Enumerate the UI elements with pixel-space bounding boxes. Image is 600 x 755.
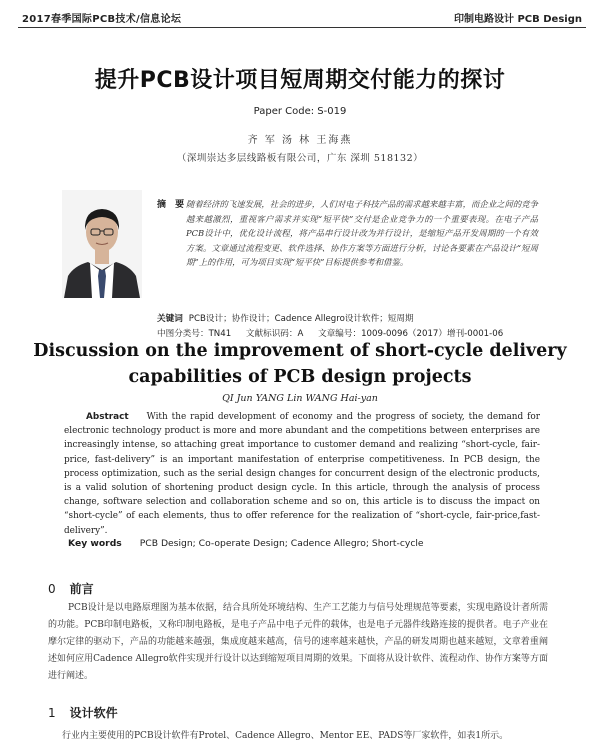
- keywords-label-english: Key words: [68, 538, 122, 549]
- abstract-chinese: 随着经济的飞速发展，社会的进步，人们对电子科技产品的需求越来越丰富，而企业之间的竞争越来越激烈，重视客户需求并实现“短平快”交付是企业竞争力的一个重要表现。在电子产品PCB设计中，优化设计流程，将产品串行设计改为并行设计，是缩短产品开发周期的一个有效方案。文章通过流程变更、软件选择、协作方案等方面进行分析，讨论各要素在产品设计“短周期”上的作用，可为项目实现“短平快”目标提供参考和借鉴。: [186, 199, 538, 268]
- title-english: Discussion on the improvement of short-cycle delivery capabilities of PCB design projects: [33, 341, 567, 387]
- keywords-chinese: [157, 312, 414, 324]
- keywords-text-english: PCB Design; Co-operate Design; Cadence Allegro; Short-cycle: [139, 538, 424, 549]
- section-title: 设计软件: [69, 706, 118, 720]
- affiliation-chinese: （深圳崇达多层线路板有限公司，广东 深圳 518132）: [176, 153, 424, 164]
- section-body-design-software: 行业内主要使用的PCB设计软件有Protel、Cadence Allegro、Mentor EE、PADS等厂家软件，如表1所示。: [62, 731, 509, 741]
- section-number: 0: [48, 582, 56, 596]
- author-photo: [62, 190, 142, 298]
- document-code: 文献标识码：A: [245, 329, 304, 339]
- section-heading-design-software: [48, 704, 118, 721]
- keywords-label-chinese: 关键词: [157, 314, 183, 324]
- authors-english: QI Jun YANG Lin WANG Hai-yan: [222, 393, 378, 404]
- authors-chinese: 齐 军 汤 林 王海燕: [247, 135, 353, 146]
- header-rule: [18, 27, 586, 28]
- header-section-name: 印制电路设计 PCB Design: [454, 14, 582, 25]
- keywords-english: [68, 538, 424, 549]
- abstract-text-english: With the rapid development of economy and the progress of society, the demand for electronic technology product is more and more abundant and the competitions between enterprises are increasingly intense, so attaching great importance to customer demand and realizing “short-cycle, fair-price, fast-delivery” is an important manifestation of enterprise competitiveness. In PCB design, the process optimization, such as the serial design changes for concurrent design of the electronic products, is a valid solution of shortening product design cycle. In this article, through the analysis of process change, software selection and collaboration scheme and so on, this article is to discuss the impact on “short-cycle” of each elements, thus to offer reference for the realization of “short-cycle, fair-price,fast-delivery”.: [64, 412, 540, 536]
- paper-code: Paper Code: S-019: [253, 106, 347, 117]
- keywords-text-chinese: PCB设计；协作设计；Cadence Allegro设计软件；短周期: [188, 314, 414, 324]
- running-header: [22, 10, 582, 24]
- author-portrait-graphic: [62, 190, 142, 298]
- section-number: 1: [48, 706, 56, 720]
- title-chinese: 提升PCB设计项目短周期交付能力的探讨: [94, 68, 506, 93]
- abstract-label-english: Abstract: [86, 412, 129, 422]
- section-heading-introduction: [48, 580, 94, 597]
- section-title: 前言: [69, 582, 94, 596]
- abstract-english: [64, 410, 540, 538]
- header-forum-name: 2017春季国际PCB技术/信息论坛: [22, 14, 182, 25]
- section-body-introduction: PCB设计是以电路原理图为基本依据，结合具所处环境结构、生产工艺能力与信号处理规范等要素，实现电路设计者所需的功能。PCB印制电路板，又称印制电路板，是电子产品中电子元件的载体，也是电子元器件线路连接的提供者。电子产业在摩尔定律的驱动下，产品的功能越来越强，集成度越来越高，信号的速率越来越快，产品的研发周期也越来越短，文章着重阐述如何应用Cadence Allegro软件实现并行设计以达到缩短项目周期的效果。下面将从设计软件、流程动作、协作方案等方面进行阐述。: [48, 603, 548, 681]
- abstract-label-chinese: 摘 要: [157, 200, 188, 210]
- clc-number: 中图分类号：TN41: [157, 329, 232, 339]
- article-number: 文章编号：1009-0096（2017）增刊-0001-06: [318, 329, 504, 339]
